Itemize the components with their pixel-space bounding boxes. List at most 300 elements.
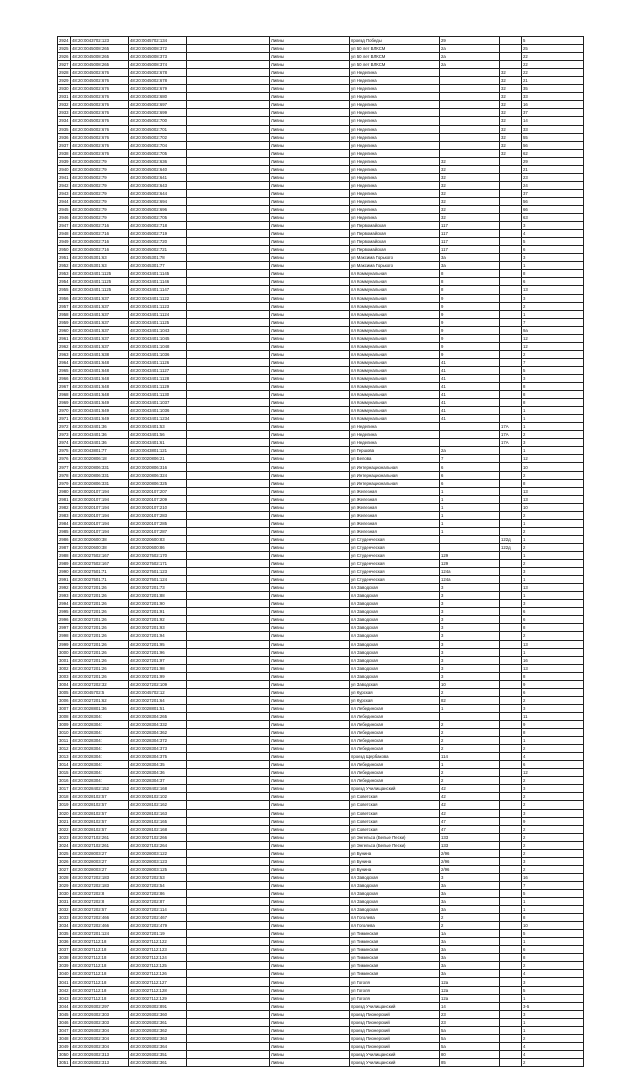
object-cadastral-number: 48:20:0045002:680 [129,93,187,101]
row-number: 2987 [59,544,69,550]
apartment-cell: 6 [522,946,584,954]
city-cell: Ливны [270,978,350,986]
building-cell [500,238,522,246]
house-number-cell: 3 [440,608,500,616]
object-cadastral-number: 48:20:0028304:332 [129,720,187,728]
cadastral-block-number: 48:20:0043401:36 [71,431,129,439]
table-row [58,873,584,881]
building-cell [500,632,522,640]
apartment-cell: 5 [522,986,584,994]
building-cell [500,197,522,205]
object-cadastral-number: 48:20:0028102:168 [129,825,187,833]
empty-cell [187,181,270,189]
object-cadastral-number: 48:20:0043401:1234 [129,415,187,423]
row-number: 2938 [59,150,69,156]
house-number-cell [440,85,500,93]
row-number: 2984 [59,520,69,526]
street-cell: проезд Пионерский [350,1010,440,1018]
row-number: 2965 [59,367,69,373]
table-row [58,415,584,423]
object-cadastral-number: 48:20:0045002:700 [129,117,187,125]
cadastral-block-number: 48:20:0028304: [71,737,129,745]
empty-cell [187,101,270,109]
house-number-cell: 1 [440,527,500,535]
building-cell [500,849,522,857]
city-cell: Ливны [270,423,350,431]
street-cell: ул Неделина [350,109,440,117]
table-row [58,753,584,761]
apartment-cell: 6 [522,608,584,616]
house-number-cell: 12а [440,994,500,1002]
building-cell [500,37,522,45]
house-number-cell: 2 [440,922,500,930]
object-cadastral-number: 48:20:0027202:54 [129,881,187,889]
apartment-cell: 37 [522,189,584,197]
table-row [58,930,584,938]
apartment-cell: 16 [522,873,584,881]
object-cadastral-number: 48:20:0027201:98 [129,664,187,672]
object-cadastral-number: 48:20:0045002:705 [129,214,187,222]
apartment-cell: 1 [522,552,584,560]
empty-cell [187,857,270,865]
building-cell [500,584,522,592]
street-cell: проезд Пионерский [350,1042,440,1050]
building-cell [500,873,522,881]
object-cadastral-number: 48:20:0027501:123 [129,568,187,576]
cadastral-block-number: 48:20:0020806:331 [71,471,129,479]
street-cell: ул Неделина [350,439,440,447]
house-number-cell: 5а [440,1034,500,1042]
cadastral-block-number: 48:20:0027502:167 [71,552,129,560]
street-cell: пл Заводская [350,584,440,592]
house-number-cell: 41 [440,358,500,366]
object-cadastral-number: 48:20:0028304:265 [129,712,187,720]
cadastral-block-number: 48:20:0045002:716 [71,246,129,254]
table-row [58,391,584,399]
table-row [58,552,584,560]
house-number-cell [440,109,500,117]
object-cadastral-number: 48:20:0027202:467 [129,914,187,922]
street-cell: пл Коммунальная [350,286,440,294]
house-number-cell: 9 [440,350,500,358]
cadastral-block-number: 48:20:0020107:194 [71,511,129,519]
building-cell [500,1050,522,1058]
object-cadastral-number: 48:20:0020806:325 [129,479,187,487]
building-cell [500,479,522,487]
cadastral-block-number: 48:20:0028304: [71,777,129,785]
row-number: 3015 [59,770,69,776]
empty-cell [187,189,270,197]
house-number-cell: 129 [440,552,500,560]
city-cell: Ливны [270,109,350,117]
city-cell: Ливны [270,197,350,205]
table-row [58,487,584,495]
city-cell: Ливны [270,415,350,423]
street-cell: пл Гоголева [350,922,440,930]
table-row [58,383,584,391]
house-number-cell: 6 [440,471,500,479]
city-cell: Ливны [270,399,350,407]
object-cadastral-number: 48:20:0027201:97 [129,656,187,664]
house-number-cell: 9 [440,334,500,342]
street-cell: пл Заводская [350,898,440,906]
apartment-cell: 1 [522,576,584,584]
empty-cell [187,906,270,914]
street-cell: ул Неделина [350,133,440,141]
empty-cell [187,366,270,374]
row-number: 2962 [59,343,69,349]
house-number-cell [440,117,500,125]
object-cadastral-number: 48:20:0043401:1037 [129,399,187,407]
empty-cell [187,809,270,817]
city-cell: Ливны [270,914,350,922]
apartment-cell: 8 [522,479,584,487]
cadastral-block-number: 48:20:0028801:36 [71,704,129,712]
table-row [58,994,584,1002]
house-number-cell: 5а [440,1042,500,1050]
row-number: 3029 [59,882,69,888]
street-cell: ул Неделина [350,85,440,93]
empty-cell [187,383,270,391]
table-row [58,881,584,889]
city-cell: Ливны [270,962,350,970]
cadastral-block-number: 48:20:0020107:194 [71,527,129,535]
empty-cell [187,600,270,608]
building-cell [500,503,522,511]
cadastral-block-number: 48:20:0027112:18 [71,970,129,978]
table-row [58,1034,584,1042]
street-cell: пл Коммунальная [350,415,440,423]
city-cell: Ливны [270,600,350,608]
building-cell: 32 [500,141,522,149]
apartment-cell: 7 [522,318,584,326]
house-number-cell [440,125,500,133]
object-cadastral-number: 48:20:0028801:51 [129,704,187,712]
object-cadastral-number: 48:20:0028102:163 [129,809,187,817]
object-cadastral-number: 48:20:0027112:128 [129,986,187,994]
street-cell: пл Коммунальная [350,383,440,391]
object-cadastral-number: 48:20:0045008:373 [129,53,187,61]
building-cell [500,1058,522,1066]
building-cell [500,600,522,608]
street-cell: пл Заводская [350,624,440,632]
building-cell [500,53,522,61]
empty-cell [187,358,270,366]
apartment-cell: 3 [522,568,584,576]
building-cell: 32 [500,69,522,77]
apartment-cell: 14 [522,117,584,125]
street-cell: пл Заводская [350,600,440,608]
empty-cell [187,238,270,246]
table-row [58,1026,584,1034]
apartment-cell: 2 [522,1058,584,1066]
apartment-cell: 1 [522,737,584,745]
table-row [58,560,584,568]
apartment-cell: 2 [522,302,584,310]
building-cell [500,946,522,954]
table-row [58,463,584,471]
city-cell: Ливны [270,77,350,85]
cadastral-block-number: 48:20:0043401:648 [71,358,129,366]
city-cell: Ливны [270,841,350,849]
empty-cell [187,439,270,447]
cadastral-block-number: 48:20:0028304: [71,729,129,737]
table-row [58,889,584,897]
building-cell [500,761,522,769]
house-number-cell [440,133,500,141]
empty-cell [187,954,270,962]
row-number: 3047 [59,1027,69,1033]
row-number: 3009 [59,722,69,727]
cadastral-block-number: 48:20:0028304: [71,745,129,753]
apartment-cell: 3-5 [522,1002,584,1010]
row-number: 2941 [59,174,69,180]
apartment-cell: 8 [522,270,584,278]
row-number: 2991 [59,577,69,583]
row-number: 2950 [59,247,69,253]
apartment-cell: 8 [522,383,584,391]
records-body [58,37,584,1067]
street-cell: проезд Училищанский [350,1058,440,1066]
house-number-cell: 2/96 [440,857,500,865]
cadastral-block-number: 48:20:0028402:152 [71,785,129,793]
city-cell: Ливны [270,350,350,358]
street-cell: пл Заводская [350,648,440,656]
street-cell: пл Лебединская [350,704,440,712]
table-row [58,214,584,222]
table-row [58,262,584,270]
table-row [58,93,584,101]
city-cell: Ливны [270,656,350,664]
building-cell [500,463,522,471]
building-cell [500,391,522,399]
object-cadastral-number: 48:20:0027201:90 [129,600,187,608]
empty-cell [187,970,270,978]
row-number: 3051 [59,1059,69,1065]
empty-cell [187,616,270,624]
street-cell: пл Коммунальная [350,407,440,415]
empty-cell [187,825,270,833]
apartment-cell: 56 [522,197,584,205]
cadastral-block-number: 48:20:0020107:194 [71,495,129,503]
object-cadastral-number: 48:20:0029302:364 [129,1042,187,1050]
object-cadastral-number: 48:20:0045702:12 [129,688,187,696]
object-cadastral-number: 48:20:0045002:721 [129,246,187,254]
city-cell: Ливны [270,527,350,535]
table-row [58,801,584,809]
empty-cell [187,535,270,543]
empty-cell [187,37,270,45]
house-number-cell: 1 [440,503,500,511]
apartment-cell: 8 [522,672,584,680]
row-number: 3019 [59,802,69,808]
records-table [57,36,584,1067]
house-number-cell [440,431,500,439]
building-cell [500,922,522,930]
street-cell: ул Неделина [350,423,440,431]
row-number: 2943 [59,190,69,196]
object-cadastral-number: 48:20:0043401:1122 [129,294,187,302]
empty-cell [187,1018,270,1026]
street-cell: пл Заводская [350,640,440,648]
table-row [58,399,584,407]
table-row [58,141,584,149]
object-cadastral-number: 48:20:0027202:87 [129,898,187,906]
street-cell: ул Максима Горького [350,262,440,270]
house-number-cell: 129 [440,560,500,568]
apartment-cell: 33 [522,93,584,101]
cadastral-block-number: 48:20:0027202:8 [71,889,129,897]
city-cell: Ливны [270,157,350,165]
city-cell: Ливны [270,173,350,181]
table-row [58,350,584,358]
table-row [58,1002,584,1010]
cadastral-block-number: 48:20:0027112:18 [71,946,129,954]
cadastral-block-number: 48:20:0045008:265 [71,45,129,53]
empty-cell [187,873,270,881]
object-cadastral-number: 48:20:0045008:372 [129,45,187,53]
street-cell: пл Коммунальная [350,318,440,326]
city-cell: Ливны [270,391,350,399]
city-cell: Ливны [270,825,350,833]
cadastral-block-number: 48:20:0028003:27 [71,849,129,857]
street-cell: ул Неделина [350,101,440,109]
empty-cell [187,729,270,737]
apartment-cell: 12 [522,334,584,342]
street-cell: ул Тиминская [350,930,440,938]
row-number: 2959 [59,319,69,325]
apartment-cell: 12 [522,455,584,463]
house-number-cell [440,141,500,149]
apartment-cell: 13 [522,286,584,294]
object-cadastral-number: 48:20:0027502:170 [129,552,187,560]
object-cadastral-number: 48:20:0029302:363 [129,1034,187,1042]
table-row [58,503,584,511]
city-cell: Ливны [270,205,350,213]
street-cell: ул Гоголя [350,986,440,994]
empty-cell [187,608,270,616]
table-row [58,286,584,294]
row-number: 2957 [59,303,69,309]
row-number: 2934 [59,118,69,124]
house-number-cell: 41 [440,374,500,382]
object-cadastral-number: 48:20:0045002:640 [129,165,187,173]
cadastral-block-number: 48:20:0027201:26 [71,624,129,632]
building-cell [500,415,522,423]
city-cell: Ливны [270,230,350,238]
empty-cell [187,552,270,560]
object-cadastral-number: 48:20:0027112:127 [129,978,187,986]
street-cell: пл Коммунальная [350,358,440,366]
apartment-cell: 1 [522,1026,584,1034]
city-cell: Ливны [270,696,350,704]
cadastral-block-number: 48:20:0045008:265 [71,53,129,61]
row-number: 2953 [59,271,69,277]
row-number: 2931 [59,94,69,100]
object-cadastral-number: 48:20:0045002:643 [129,181,187,189]
empty-cell [187,946,270,954]
table-row [58,954,584,962]
table-row [58,326,584,334]
street-cell: проезд Училищанский [350,1050,440,1058]
building-cell [500,157,522,165]
house-number-cell: 3 [440,592,500,600]
row-number: 2970 [59,408,69,414]
apartment-cell: 6 [522,278,584,286]
house-number-cell: 9 [440,342,500,350]
table-row [58,833,584,841]
table-row [58,922,584,930]
object-cadastral-number: 48:20:0027201:93 [129,624,187,632]
empty-cell [187,994,270,1002]
row-number: 2988 [59,553,69,559]
street-cell: ул Неделина [350,181,440,189]
object-cadastral-number: 48:20:0027201:95 [129,640,187,648]
apartment-cell: 63 [522,214,584,222]
table-row [58,777,584,785]
row-number: 2981 [59,496,69,502]
city-cell: Ливны [270,849,350,857]
street-cell: ул Железная [350,519,440,527]
cadastral-block-number: 48:20:0027112:18 [71,978,129,986]
building-cell: 32 [500,117,522,125]
building-cell [500,487,522,495]
apartment-cell: 4 [522,970,584,978]
city-cell: Ливны [270,938,350,946]
row-number: 2964 [59,359,69,365]
empty-cell [187,624,270,632]
house-number-cell: 23 [440,1018,500,1026]
row-number: 3048 [59,1035,69,1041]
object-cadastral-number: 48:20:0043401:1128 [129,374,187,382]
cadastral-block-number: 48:20:0043401:637 [71,342,129,350]
empty-cell [187,560,270,568]
city-cell: Ливны [270,632,350,640]
house-number-cell: 42 [440,785,500,793]
street-cell: пл Лебединская [350,777,440,785]
table-row [58,978,584,986]
row-number: 3030 [59,890,69,896]
row-number: 2986 [59,536,69,542]
empty-cell [187,69,270,77]
city-cell: Ливны [270,503,350,511]
row-number: 2973 [59,432,69,438]
object-cadastral-number: 48:20:0027201:64 [129,696,187,704]
house-number-cell: 117 [440,230,500,238]
row-number: 3014 [59,762,69,768]
building-cell: 17А [500,431,522,439]
building-cell: 32 [500,133,522,141]
apartment-cell: 13 [522,664,584,672]
street-cell: ул Интернациональная [350,471,440,479]
row-number: 3006 [59,697,69,703]
object-cadastral-number: 48:20:0045002:702 [129,133,187,141]
apartment-cell: 16 [522,656,584,664]
house-number-cell: 2а [440,61,500,69]
cadastral-block-number: 48:20:0043401:1125 [71,278,129,286]
street-cell: ул Студенческая [350,552,440,560]
city-cell: Ливны [270,704,350,712]
building-cell: 32 [500,101,522,109]
cadastral-block-number: 48:20:0043401:638 [71,350,129,358]
building-cell [500,889,522,897]
object-cadastral-number: 48:20:0027201:96 [129,648,187,656]
building-cell [500,865,522,873]
street-cell: пл Коммунальная [350,374,440,382]
house-number-cell: 14 [440,1002,500,1010]
empty-cell [187,447,270,455]
house-number-cell: 3а [440,954,500,962]
